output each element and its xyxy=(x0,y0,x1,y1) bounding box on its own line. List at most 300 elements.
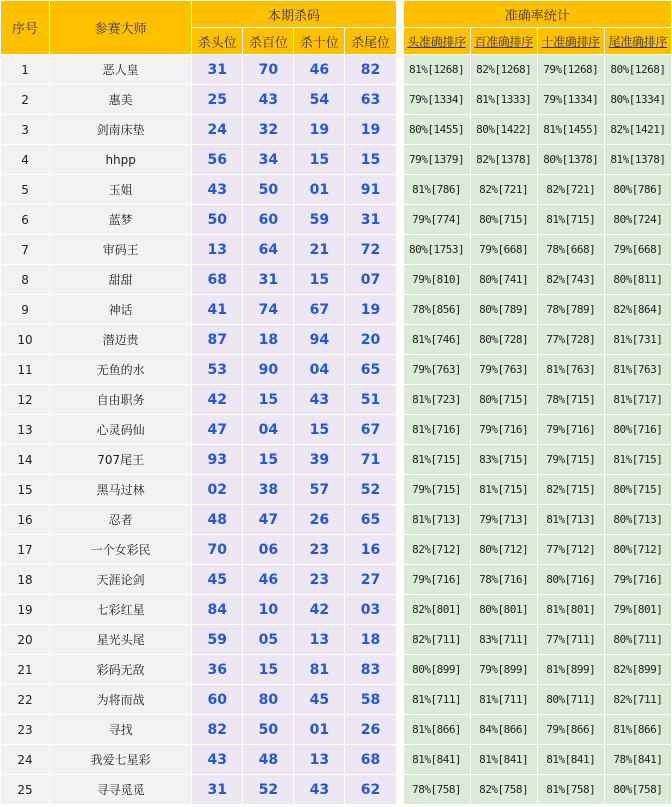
kill-tens-value: 21 xyxy=(294,235,345,265)
kill-hundreds-value: 48 xyxy=(243,745,294,775)
master-name: hhpp xyxy=(50,145,192,175)
kill-tail-value: 20 xyxy=(345,325,396,355)
kill-tens-value: 94 xyxy=(294,325,345,355)
master-name: 星光头尾 xyxy=(50,625,192,655)
kill-tail-value: 72 xyxy=(345,235,396,265)
kill-tens-value: 39 xyxy=(294,445,345,475)
table-row xyxy=(1,775,672,805)
master-name: 寻找 xyxy=(50,715,192,745)
kill-head-value: 70 xyxy=(192,535,243,565)
kill-hundreds-value: 90 xyxy=(243,355,294,385)
row-index: 20 xyxy=(1,625,50,655)
column-separator xyxy=(396,175,403,205)
tens-accuracy: 82%[715] xyxy=(537,475,604,505)
kill-tail-value: 15 xyxy=(345,145,396,175)
kill-tens-value: 15 xyxy=(294,265,345,295)
head-accuracy: 81%[866] xyxy=(403,715,470,745)
hundreds-accuracy: 83%[711] xyxy=(470,625,537,655)
tens-accuracy: 77%[712] xyxy=(537,535,604,565)
column-separator xyxy=(396,235,403,265)
head-accuracy: 79%[763] xyxy=(403,355,470,385)
table-row xyxy=(1,295,672,325)
column-separator xyxy=(396,655,403,685)
table-row xyxy=(1,145,672,175)
column-separator xyxy=(396,715,403,745)
table-row xyxy=(1,55,672,85)
tens-accuracy: 79%[1268] xyxy=(537,55,604,85)
tail-accuracy: 80%[715] xyxy=(604,475,671,505)
tail-accuracy: 80%[786] xyxy=(604,175,671,205)
tail-accuracy: 80%[1268] xyxy=(604,55,671,85)
table-row xyxy=(1,415,672,445)
master-name: 蓝梦 xyxy=(50,205,192,235)
row-index: 5 xyxy=(1,175,50,205)
head-accuracy: 81%[713] xyxy=(403,505,470,535)
table-row xyxy=(1,595,672,625)
table-row xyxy=(1,685,672,715)
table-row xyxy=(1,715,672,745)
tens-accuracy: 82%[743] xyxy=(537,265,604,295)
header-kill-tens: 杀十位 xyxy=(294,28,345,55)
tens-accuracy: 82%[721] xyxy=(537,175,604,205)
tail-accuracy: 80%[712] xyxy=(604,535,671,565)
kill-head-value: 25 xyxy=(192,85,243,115)
tens-accuracy: 81%[763] xyxy=(537,355,604,385)
header-sort-tail-accuracy[interactable]: 尾准确排序 xyxy=(604,28,671,55)
column-separator xyxy=(396,355,403,385)
head-accuracy: 79%[1334] xyxy=(403,85,470,115)
head-accuracy: 82%[712] xyxy=(403,535,470,565)
column-separator xyxy=(396,385,403,415)
kill-head-value: 45 xyxy=(192,565,243,595)
kill-hundreds-value: 50 xyxy=(243,175,294,205)
table-row xyxy=(1,175,672,205)
kill-head-value: 82 xyxy=(192,715,243,745)
row-index: 3 xyxy=(1,115,50,145)
kill-head-value: 43 xyxy=(192,175,243,205)
master-name: 惠美 xyxy=(50,85,192,115)
head-accuracy: 81%[746] xyxy=(403,325,470,355)
master-name: 一个女彩民 xyxy=(50,535,192,565)
master-name: 审码王 xyxy=(50,235,192,265)
kill-head-value: 53 xyxy=(192,355,243,385)
tail-accuracy: 79%[716] xyxy=(604,565,671,595)
hundreds-accuracy: 79%[716] xyxy=(470,415,537,445)
header-kill-tail: 杀尾位 xyxy=(345,28,396,55)
hundreds-accuracy: 79%[763] xyxy=(470,355,537,385)
hundreds-accuracy: 80%[728] xyxy=(470,325,537,355)
master-name: 忍者 xyxy=(50,505,192,535)
kill-tail-value: 91 xyxy=(345,175,396,205)
kill-hundreds-value: 05 xyxy=(243,625,294,655)
row-index: 10 xyxy=(1,325,50,355)
hundreds-accuracy: 78%[716] xyxy=(470,565,537,595)
header-sort-head-accuracy[interactable]: 头准确排序 xyxy=(403,28,470,55)
kill-tail-value: 83 xyxy=(345,655,396,685)
kill-hundreds-value: 80 xyxy=(243,685,294,715)
master-name: 707尾王 xyxy=(50,445,192,475)
kill-head-value: 93 xyxy=(192,445,243,475)
kill-tens-value: 19 xyxy=(294,115,345,145)
kill-head-value: 56 xyxy=(192,145,243,175)
head-accuracy: 81%[841] xyxy=(403,745,470,775)
tens-accuracy: 77%[728] xyxy=(537,325,604,355)
master-name: 潜迈贵 xyxy=(50,325,192,355)
row-index: 14 xyxy=(1,445,50,475)
head-accuracy: 81%[723] xyxy=(403,385,470,415)
row-index: 11 xyxy=(1,355,50,385)
table-row xyxy=(1,445,672,475)
header-separator xyxy=(396,1,403,55)
kill-head-value: 48 xyxy=(192,505,243,535)
kill-hundreds-value: 74 xyxy=(243,295,294,325)
kill-head-value: 87 xyxy=(192,325,243,355)
row-index: 15 xyxy=(1,475,50,505)
master-name: 自由职务 xyxy=(50,385,192,415)
master-name: 为将而战 xyxy=(50,685,192,715)
tens-accuracy: 81%[841] xyxy=(537,745,604,775)
kill-tail-value: 63 xyxy=(345,85,396,115)
master-name: 玉姐 xyxy=(50,175,192,205)
master-name: 寻寻觅觅 xyxy=(50,775,192,805)
kill-tail-value: 68 xyxy=(345,745,396,775)
master-name: 恶人皇 xyxy=(50,55,192,85)
hundreds-accuracy: 82%[721] xyxy=(470,175,537,205)
kill-tens-value: 01 xyxy=(294,175,345,205)
head-accuracy: 78%[856] xyxy=(403,295,470,325)
kill-hundreds-value: 60 xyxy=(243,205,294,235)
kill-tail-value: 71 xyxy=(345,445,396,475)
hundreds-accuracy: 80%[1422] xyxy=(470,115,537,145)
kill-head-value: 31 xyxy=(192,775,243,805)
table-row xyxy=(1,535,672,565)
kill-hundreds-value: 70 xyxy=(243,55,294,85)
kill-head-value: 60 xyxy=(192,685,243,715)
tail-accuracy: 81%[715] xyxy=(604,445,671,475)
table-row xyxy=(1,325,672,355)
tail-accuracy: 82%[864] xyxy=(604,295,671,325)
tens-accuracy: 81%[713] xyxy=(537,505,604,535)
tail-accuracy: 80%[758] xyxy=(604,775,671,805)
tail-accuracy: 78%[841] xyxy=(604,745,671,775)
kill-tens-value: 13 xyxy=(294,745,345,775)
hundreds-accuracy: 82%[758] xyxy=(470,775,537,805)
table-row xyxy=(1,115,672,145)
kill-tail-value: 67 xyxy=(345,415,396,445)
kill-tail-value: 62 xyxy=(345,775,396,805)
master-name: 神话 xyxy=(50,295,192,325)
tens-accuracy: 78%[668] xyxy=(537,235,604,265)
hundreds-accuracy: 79%[899] xyxy=(470,655,537,685)
header-master: 参赛大师 xyxy=(50,1,192,55)
tail-accuracy: 82%[1421] xyxy=(604,115,671,145)
column-separator xyxy=(396,535,403,565)
kill-hundreds-value: 34 xyxy=(243,145,294,175)
hundreds-accuracy: 79%[713] xyxy=(470,505,537,535)
head-accuracy: 82%[801] xyxy=(403,595,470,625)
head-accuracy: 78%[758] xyxy=(403,775,470,805)
header-sort-tens-accuracy[interactable]: 十准确排序 xyxy=(537,28,604,55)
master-name: 七彩红星 xyxy=(50,595,192,625)
kill-head-value: 24 xyxy=(192,115,243,145)
row-index: 6 xyxy=(1,205,50,235)
kill-head-value: 13 xyxy=(192,235,243,265)
hundreds-accuracy: 80%[715] xyxy=(470,385,537,415)
column-separator xyxy=(396,505,403,535)
tail-accuracy: 81%[731] xyxy=(604,325,671,355)
kill-tail-value: 58 xyxy=(345,685,396,715)
kill-tail-value: 18 xyxy=(345,625,396,655)
master-name: 彩码无敌 xyxy=(50,655,192,685)
kill-tail-value: 16 xyxy=(345,535,396,565)
row-index: 7 xyxy=(1,235,50,265)
kill-tens-value: 15 xyxy=(294,145,345,175)
column-separator xyxy=(396,325,403,355)
tens-accuracy: 77%[711] xyxy=(537,625,604,655)
kill-tens-value: 67 xyxy=(294,295,345,325)
kill-tail-value: 19 xyxy=(345,115,396,145)
head-accuracy: 81%[786] xyxy=(403,175,470,205)
kill-tail-value: 65 xyxy=(345,355,396,385)
column-separator xyxy=(396,625,403,655)
kill-tail-value: 31 xyxy=(345,205,396,235)
kill-tail-value: 51 xyxy=(345,385,396,415)
kill-tens-value: 13 xyxy=(294,625,345,655)
hundreds-accuracy: 81%[715] xyxy=(470,475,537,505)
hundreds-accuracy: 80%[801] xyxy=(470,595,537,625)
head-accuracy: 81%[715] xyxy=(403,445,470,475)
tens-accuracy: 81%[758] xyxy=(537,775,604,805)
tens-accuracy: 81%[899] xyxy=(537,655,604,685)
head-accuracy: 79%[715] xyxy=(403,475,470,505)
tens-accuracy: 81%[801] xyxy=(537,595,604,625)
kill-tens-value: 59 xyxy=(294,205,345,235)
kill-tens-value: 42 xyxy=(294,595,345,625)
row-index: 13 xyxy=(1,415,50,445)
table-row xyxy=(1,745,672,775)
head-accuracy: 80%[1455] xyxy=(403,115,470,145)
master-name: 天涯论剑 xyxy=(50,565,192,595)
hundreds-accuracy: 80%[789] xyxy=(470,295,537,325)
column-separator xyxy=(396,295,403,325)
column-separator xyxy=(396,55,403,85)
kill-tens-value: 43 xyxy=(294,775,345,805)
header-accuracy-group: 准确率统计 xyxy=(403,1,671,28)
table-row xyxy=(1,625,672,655)
column-separator xyxy=(396,775,403,805)
kill-tens-value: 46 xyxy=(294,55,345,85)
kill-head-value: 31 xyxy=(192,55,243,85)
master-name: 心灵码仙 xyxy=(50,415,192,445)
tens-accuracy: 80%[716] xyxy=(537,565,604,595)
head-accuracy: 81%[711] xyxy=(403,685,470,715)
row-index: 8 xyxy=(1,265,50,295)
tail-accuracy: 80%[724] xyxy=(604,205,671,235)
kill-hundreds-value: 46 xyxy=(243,565,294,595)
kill-tail-value: 03 xyxy=(345,595,396,625)
kill-head-value: 47 xyxy=(192,415,243,445)
kill-tail-value: 07 xyxy=(345,265,396,295)
kill-hundreds-value: 15 xyxy=(243,655,294,685)
tens-accuracy: 79%[1334] xyxy=(537,85,604,115)
kill-tens-value: 81 xyxy=(294,655,345,685)
row-index: 24 xyxy=(1,745,50,775)
hundreds-accuracy: 81%[841] xyxy=(470,745,537,775)
hundreds-accuracy: 80%[712] xyxy=(470,535,537,565)
master-name: 甜甜 xyxy=(50,265,192,295)
tens-accuracy: 80%[711] xyxy=(537,685,604,715)
tail-accuracy: 80%[1334] xyxy=(604,85,671,115)
column-separator xyxy=(396,145,403,175)
hundreds-accuracy: 80%[741] xyxy=(470,265,537,295)
kill-hundreds-value: 10 xyxy=(243,595,294,625)
kill-hundreds-value: 38 xyxy=(243,475,294,505)
row-index: 21 xyxy=(1,655,50,685)
tens-accuracy: 78%[789] xyxy=(537,295,604,325)
row-index: 22 xyxy=(1,685,50,715)
header-index: 序号 xyxy=(1,1,50,55)
column-separator xyxy=(396,565,403,595)
tail-accuracy: 81%[1378] xyxy=(604,145,671,175)
kill-hundreds-value: 06 xyxy=(243,535,294,565)
kill-tens-value: 45 xyxy=(294,685,345,715)
kill-tens-value: 23 xyxy=(294,565,345,595)
column-separator xyxy=(396,595,403,625)
kill-hundreds-value: 31 xyxy=(243,265,294,295)
kill-tens-value: 15 xyxy=(294,415,345,445)
row-index: 16 xyxy=(1,505,50,535)
kill-head-value: 36 xyxy=(192,655,243,685)
kill-hundreds-value: 52 xyxy=(243,775,294,805)
hundreds-accuracy: 83%[715] xyxy=(470,445,537,475)
tens-accuracy: 80%[1378] xyxy=(537,145,604,175)
kill-head-value: 50 xyxy=(192,205,243,235)
header-sort-hundreds-accuracy[interactable]: 百准确排序 xyxy=(470,28,537,55)
column-separator xyxy=(396,85,403,115)
kill-hundreds-value: 04 xyxy=(243,415,294,445)
table-row xyxy=(1,235,672,265)
tail-accuracy: 80%[711] xyxy=(604,625,671,655)
row-index: 23 xyxy=(1,715,50,745)
kill-tens-value: 04 xyxy=(294,355,345,385)
head-accuracy: 82%[711] xyxy=(403,625,470,655)
hundreds-accuracy: 81%[711] xyxy=(470,685,537,715)
kill-hundreds-value: 43 xyxy=(243,85,294,115)
kill-hundreds-value: 15 xyxy=(243,385,294,415)
master-name: 剑南床垫 xyxy=(50,115,192,145)
kill-hundreds-value: 18 xyxy=(243,325,294,355)
kill-head-value: 84 xyxy=(192,595,243,625)
head-accuracy: 79%[774] xyxy=(403,205,470,235)
kill-hundreds-value: 32 xyxy=(243,115,294,145)
kill-head-value: 41 xyxy=(192,295,243,325)
hundreds-accuracy: 79%[668] xyxy=(470,235,537,265)
tail-accuracy: 80%[713] xyxy=(604,505,671,535)
tens-accuracy: 79%[866] xyxy=(537,715,604,745)
tail-accuracy: 82%[711] xyxy=(604,685,671,715)
column-separator xyxy=(396,415,403,445)
header-kill-hundreds: 杀百位 xyxy=(243,28,294,55)
master-name: 我爱七星彩 xyxy=(50,745,192,775)
kill-tail-value: 27 xyxy=(345,565,396,595)
kill-tens-value: 57 xyxy=(294,475,345,505)
column-separator xyxy=(396,115,403,145)
column-separator xyxy=(396,265,403,295)
kill-tail-value: 82 xyxy=(345,55,396,85)
header-kill-group: 本期杀码 xyxy=(192,1,396,28)
table-row xyxy=(1,565,672,595)
kill-tens-value: 26 xyxy=(294,505,345,535)
tens-accuracy: 81%[1455] xyxy=(537,115,604,145)
kill-tens-value: 43 xyxy=(294,385,345,415)
kill-head-value: 68 xyxy=(192,265,243,295)
table-row xyxy=(1,355,672,385)
tail-accuracy: 79%[801] xyxy=(604,595,671,625)
table-row xyxy=(1,655,672,685)
head-accuracy: 79%[810] xyxy=(403,265,470,295)
kill-head-value: 59 xyxy=(192,625,243,655)
table-row xyxy=(1,85,672,115)
row-index: 1 xyxy=(1,55,50,85)
tail-accuracy: 82%[899] xyxy=(604,655,671,685)
kill-hundreds-value: 50 xyxy=(243,715,294,745)
table-row xyxy=(1,265,672,295)
column-separator xyxy=(396,445,403,475)
tail-accuracy: 81%[866] xyxy=(604,715,671,745)
kill-tail-value: 19 xyxy=(345,295,396,325)
table-row xyxy=(1,385,672,415)
row-index: 17 xyxy=(1,535,50,565)
table-row xyxy=(1,505,672,535)
row-index: 25 xyxy=(1,775,50,805)
kill-tens-value: 01 xyxy=(294,715,345,745)
column-separator xyxy=(396,745,403,775)
tens-accuracy: 79%[716] xyxy=(537,415,604,445)
row-index: 19 xyxy=(1,595,50,625)
kill-tens-value: 23 xyxy=(294,535,345,565)
table-row xyxy=(1,205,672,235)
head-accuracy: 79%[1379] xyxy=(403,145,470,175)
table-row xyxy=(1,475,672,505)
kill-head-value: 43 xyxy=(192,745,243,775)
tail-accuracy: 81%[717] xyxy=(604,385,671,415)
column-separator xyxy=(396,205,403,235)
row-index: 9 xyxy=(1,295,50,325)
column-separator xyxy=(396,475,403,505)
master-name: 无鱼的水 xyxy=(50,355,192,385)
header-kill-head: 杀头位 xyxy=(192,28,243,55)
kill-hundreds-value: 64 xyxy=(243,235,294,265)
hundreds-accuracy: 80%[715] xyxy=(470,205,537,235)
tens-accuracy: 78%[715] xyxy=(537,385,604,415)
hundreds-accuracy: 81%[1333] xyxy=(470,85,537,115)
master-name: 黑马过林 xyxy=(50,475,192,505)
kill-hundreds-value: 47 xyxy=(243,505,294,535)
kill-tail-value: 52 xyxy=(345,475,396,505)
tens-accuracy: 81%[715] xyxy=(537,205,604,235)
kill-tail-value: 26 xyxy=(345,715,396,745)
tail-accuracy: 79%[668] xyxy=(604,235,671,265)
row-index: 2 xyxy=(1,85,50,115)
head-accuracy: 80%[1753] xyxy=(403,235,470,265)
kill-hundreds-value: 15 xyxy=(243,445,294,475)
hundreds-accuracy: 82%[1378] xyxy=(470,145,537,175)
tail-accuracy: 81%[763] xyxy=(604,355,671,385)
row-index: 4 xyxy=(1,145,50,175)
tens-accuracy: 79%[715] xyxy=(537,445,604,475)
head-accuracy: 79%[716] xyxy=(403,565,470,595)
column-separator xyxy=(396,685,403,715)
